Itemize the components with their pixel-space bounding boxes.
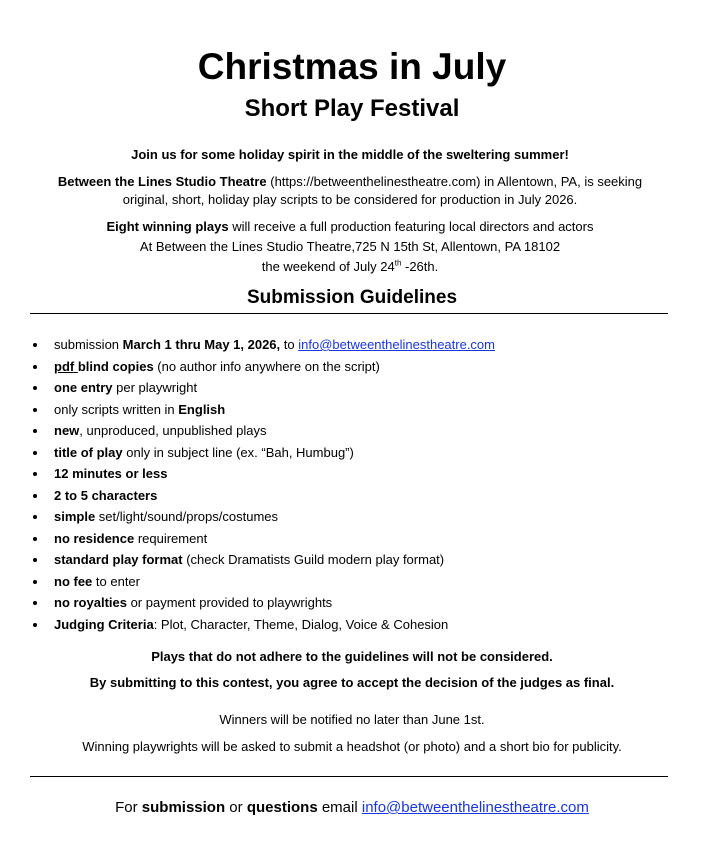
item-bold: English (178, 401, 226, 417)
list-item (30, 506, 670, 528)
list-item (30, 334, 670, 356)
footer-questions: questions (246, 799, 318, 816)
list-item (30, 614, 670, 636)
list-item (30, 528, 670, 550)
weekend-line (30, 257, 670, 277)
judges-decision-notice: By submitting to this contest, you agree to accept the decision of the judges as final. (89, 675, 615, 690)
contact-email-link[interactable]: info@betweenthelinestheatre.com (361, 799, 589, 816)
item-bold: no residence (54, 530, 135, 546)
guidelines-list (30, 334, 670, 635)
item-text: to enter (92, 573, 140, 589)
production-info (30, 217, 670, 277)
item-bold: 2 to 5 characters (54, 487, 158, 503)
item-bold: March 1 thru May 1, 2026, (122, 337, 281, 352)
item-text: submission (54, 337, 123, 352)
list-item (30, 592, 670, 614)
list-item (30, 356, 670, 378)
winners-line (30, 217, 670, 237)
contact-footer (0, 797, 704, 819)
weekend-sup: th (394, 258, 402, 268)
list-item (30, 442, 670, 464)
list-item (30, 399, 670, 421)
item-text: or payment provided to playwrights (126, 595, 333, 610)
item-text: only scripts written in (54, 401, 179, 417)
footer-text: For (115, 799, 142, 816)
item-bold: blind copies (77, 358, 154, 374)
list-item (30, 420, 670, 442)
item-bold: standard play format (54, 552, 183, 567)
weekend-post: -26th. (401, 259, 439, 274)
list-item (30, 463, 670, 485)
list-item (30, 571, 670, 593)
item-text: per playwright (112, 380, 198, 395)
list-item (30, 485, 670, 507)
item-text: (no author info anywhere on the script) (153, 358, 380, 374)
list-item (30, 377, 670, 399)
item-text: , unproduced, unpublished plays (79, 423, 267, 438)
page-title: Christmas in July (197, 46, 507, 87)
venue-line: At Between the Lines Studio Theatre,725 N 15th St, Allentown, PA 18102 (139, 239, 561, 254)
footer-text: or (225, 799, 247, 816)
item-bold: simple (54, 509, 96, 524)
item-bold: title of play (54, 444, 123, 460)
page-subtitle: Short Play Festival (244, 95, 460, 122)
item-text: only in subject line (ex. “Bah, Humbug”) (122, 444, 354, 460)
guidelines-heading: Submission Guidelines (246, 287, 458, 308)
publicity-note: Winning playwrights will be asked to submit a headshot (or photo) and a short bio for publicity. (82, 739, 622, 754)
notification-date-note: Winners will be notified no later than June 1st. (219, 712, 485, 727)
item-bold: 12 minutes or less (54, 466, 168, 481)
description-line1: (https://betweenthelinestheatre.com) in Allentown, PA, is seeking (266, 174, 643, 189)
theatre-name: Between the Lines Studio Theatre (57, 174, 267, 189)
weekend-pre: the weekend of July 24 (261, 259, 395, 274)
item-underline: pdf (54, 358, 78, 374)
item-text: requirement (134, 530, 208, 546)
item-text: set/light/sound/props/costumes (95, 509, 279, 524)
submission-email-link[interactable]: info@betweenthelinestheatre.com (298, 337, 495, 352)
winners-bold: Eight winning plays (106, 219, 229, 234)
tagline: Join us for some holiday spirit in the middle of the sweltering summer! (131, 147, 569, 162)
item-bold: one entry (54, 380, 113, 395)
item-bold: new (54, 423, 80, 438)
description-line2: original, short, holiday play scripts to be considered for production in July 2026. (122, 192, 578, 207)
footer-submission: submission (141, 799, 226, 816)
intro-section (30, 146, 670, 277)
divider-top (30, 313, 668, 314)
item-bold: no royalties (54, 595, 127, 610)
item-text: to (280, 337, 299, 352)
item-text: : Plot, Character, Theme, Dialog, Voice & Cohesion (153, 616, 449, 632)
divider-bottom (30, 776, 668, 777)
theatre-description (30, 173, 670, 209)
item-bold: no fee (54, 573, 93, 589)
item-bold: Judging Criteria (54, 616, 154, 632)
item-text: (check Dramatists Guild modern play format) (182, 552, 445, 567)
winners-rest: will receive a full production featuring local directors and actors (228, 219, 594, 234)
list-item (30, 549, 670, 571)
guidelines-warning: Plays that do not adhere to the guidelines will not be considered. (151, 649, 553, 664)
footer-text: email (317, 799, 362, 816)
